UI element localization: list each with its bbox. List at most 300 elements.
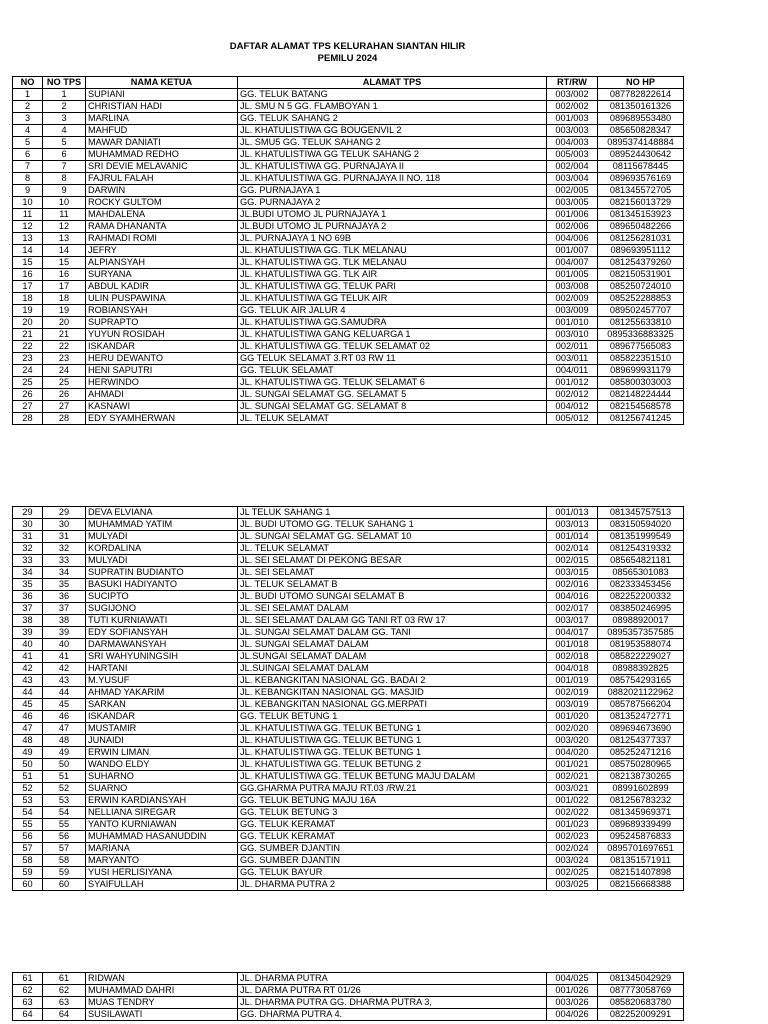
cell-alamat-tps: JL. KHATULISTIWA GG. TLK MELANAU xyxy=(238,245,547,257)
cell-rt-rw: 003/025 xyxy=(547,879,598,891)
cell-no: 20 xyxy=(13,317,43,329)
table-row xyxy=(13,89,684,101)
cell-nama-ketua: ULIN PUSPAWINA xyxy=(86,293,238,305)
cell-nama-ketua: EDY SOFIANSYAH xyxy=(86,627,238,639)
cell-no: 59 xyxy=(13,867,43,879)
cell-rt-rw: 001/021 xyxy=(547,759,598,771)
cell-alamat-tps: JL. DHARMA PUTRA xyxy=(238,973,547,985)
cell-no-tps: 25 xyxy=(43,377,86,389)
cell-no-tps: 43 xyxy=(43,675,86,687)
cell-alamat-tps: GG. TELUK BAYUR xyxy=(238,867,547,879)
cell-no-tps: 9 xyxy=(43,185,86,197)
table-row xyxy=(13,675,684,687)
cell-no-hp: 085822351510 xyxy=(598,353,684,365)
cell-alamat-tps: JL. SEI SELAMAT DALAM xyxy=(238,603,547,615)
table-row xyxy=(13,555,684,567)
cell-rt-rw: 004/025 xyxy=(547,973,598,985)
table-row xyxy=(13,759,684,771)
document-title: DAFTAR ALAMAT TPS KELURAHAN SIANTAN HILIR xyxy=(229,41,466,52)
cell-no: 49 xyxy=(13,747,43,759)
cell-no-hp: 089699931179 xyxy=(598,365,684,377)
cell-nama-ketua: SUPRAPTO xyxy=(86,317,238,329)
cell-alamat-tps: GG. SUMBER DJANTIN xyxy=(238,855,547,867)
cell-no-hp: 082148224444 xyxy=(598,389,684,401)
cell-rt-rw: 003/019 xyxy=(547,699,598,711)
cell-no-hp: 0895374148884 xyxy=(598,137,684,149)
cell-no-tps: 47 xyxy=(43,723,86,735)
cell-no-tps: 41 xyxy=(43,651,86,663)
cell-no-hp: 081345572705 xyxy=(598,185,684,197)
cell-nama-ketua: SUGIJONO xyxy=(86,603,238,615)
cell-alamat-tps: JL. KEBANGKITAN NASIONAL GG.MERPATI xyxy=(238,699,547,711)
cell-alamat-tps: GG. TELUK BATANG xyxy=(238,89,547,101)
table-row xyxy=(13,687,684,699)
cell-nama-ketua: YUYUN ROSIDAH xyxy=(86,329,238,341)
cell-alamat-tps: JL. KHATULISTIWA GG BOUGENVIL 2 xyxy=(238,125,547,137)
table-row xyxy=(13,627,684,639)
cell-no-tps: 34 xyxy=(43,567,86,579)
cell-no-hp: 089650482266 xyxy=(598,221,684,233)
cell-rt-rw: 003/026 xyxy=(547,997,598,1009)
cell-no-hp: 089689339499 xyxy=(598,819,684,831)
table-row xyxy=(13,711,684,723)
cell-no-hp: 089689553480 xyxy=(598,113,684,125)
cell-rt-rw: 004/003 xyxy=(547,137,598,149)
cell-rt-rw: 002/016 xyxy=(547,579,598,591)
table-row xyxy=(13,973,684,985)
cell-nama-ketua: ALPIANSYAH xyxy=(86,257,238,269)
cell-no: 7 xyxy=(13,161,43,173)
cell-no: 21 xyxy=(13,329,43,341)
cell-no: 23 xyxy=(13,353,43,365)
cell-no-hp: 085822229027 xyxy=(598,651,684,663)
cell-no-tps: 5 xyxy=(43,137,86,149)
cell-alamat-tps: JL.BUDI UTOMO JL PURNAJAYA 2 xyxy=(238,221,547,233)
cell-alamat-tps: GG. SUMBER DJANTIN xyxy=(238,843,547,855)
table-row xyxy=(13,855,684,867)
cell-no-tps: 51 xyxy=(43,771,86,783)
cell-rt-rw: 001/023 xyxy=(547,819,598,831)
cell-nama-ketua: MULYADI xyxy=(86,531,238,543)
cell-no: 61 xyxy=(13,973,43,985)
cell-no: 35 xyxy=(13,579,43,591)
cell-rt-rw: 001/013 xyxy=(547,507,598,519)
cell-rt-rw: 004/026 xyxy=(547,1009,598,1021)
table-row xyxy=(13,341,684,353)
cell-no: 54 xyxy=(13,807,43,819)
cell-rt-rw: 003/024 xyxy=(547,855,598,867)
cell-nama-ketua: DEVA ELVIANA xyxy=(86,507,238,519)
cell-no-tps: 62 xyxy=(43,985,86,997)
table-row xyxy=(13,149,684,161)
cell-no-hp: 081351999549 xyxy=(598,531,684,543)
cell-no-hp: 082138730265 xyxy=(598,771,684,783)
cell-no: 48 xyxy=(13,735,43,747)
cell-no: 6 xyxy=(13,149,43,161)
cell-alamat-tps: GG. TELUK KERAMAT xyxy=(238,831,547,843)
cell-alamat-tps: JL. SMU N 5 GG. FLAMBOYAN 1 xyxy=(238,101,547,113)
cell-no: 30 xyxy=(13,519,43,531)
cell-no-hp: 081256783232 xyxy=(598,795,684,807)
table-row xyxy=(13,221,684,233)
cell-nama-ketua: ROCKY GULTOM xyxy=(86,197,238,209)
table-row xyxy=(13,795,684,807)
cell-no-hp: 081345042929 xyxy=(598,973,684,985)
cell-no: 43 xyxy=(13,675,43,687)
cell-rt-rw: 003/003 xyxy=(547,125,598,137)
table-row xyxy=(13,603,684,615)
cell-rt-rw: 003/009 xyxy=(547,305,598,317)
cell-alamat-tps: JL. TELUK SELAMAT xyxy=(238,543,547,555)
cell-rt-rw: 001/003 xyxy=(547,113,598,125)
cell-alamat-tps: JL. TELUK SELAMAT xyxy=(238,413,547,425)
cell-no-tps: 26 xyxy=(43,389,86,401)
cell-nama-ketua: YUSI HERLISIYANA xyxy=(86,867,238,879)
tps-table-block-1 xyxy=(12,76,684,425)
cell-alamat-tps: JL. KHATULISTIWA GG. TELUK PARI xyxy=(238,281,547,293)
cell-alamat-tps: JL. KHATULISTIWA GG. PURNAJAYA II xyxy=(238,161,547,173)
cell-nama-ketua: RAMA DHANANTA xyxy=(86,221,238,233)
cell-no-tps: 32 xyxy=(43,543,86,555)
cell-alamat-tps: GG. TELUK KERAMAT xyxy=(238,819,547,831)
cell-alamat-tps: JL. SUNGAI SELAMAT DALAM GG. TANI xyxy=(238,627,547,639)
cell-nama-ketua: FAJRUL FALAH xyxy=(86,173,238,185)
table-row xyxy=(13,137,684,149)
cell-no: 25 xyxy=(13,377,43,389)
cell-nama-ketua: MULYADI xyxy=(86,555,238,567)
cell-rt-rw: 004/007 xyxy=(547,257,598,269)
cell-no-tps: 16 xyxy=(43,269,86,281)
cell-no-hp: 087782822614 xyxy=(598,89,684,101)
cell-no: 47 xyxy=(13,723,43,735)
tps-table-block-2 xyxy=(12,506,684,891)
table-row xyxy=(13,293,684,305)
table-row xyxy=(13,209,684,221)
cell-nama-ketua: M.YUSUF xyxy=(86,675,238,687)
cell-no: 14 xyxy=(13,245,43,257)
cell-no-tps: 45 xyxy=(43,699,86,711)
cell-no-hp: 085250724010 xyxy=(598,281,684,293)
cell-no: 62 xyxy=(13,985,43,997)
cell-alamat-tps: GG. PURNAJAYA 2 xyxy=(238,197,547,209)
cell-no-tps: 57 xyxy=(43,843,86,855)
cell-nama-ketua: MAHFUD xyxy=(86,125,238,137)
cell-nama-ketua: SUARNO xyxy=(86,783,238,795)
cell-no-tps: 49 xyxy=(43,747,86,759)
cell-rt-rw: 002/017 xyxy=(547,603,598,615)
cell-alamat-tps: JL. KHATULISTIWA GG TELUK SAHANG 2 xyxy=(238,149,547,161)
cell-alamat-tps: GG.GHARMA PUTRA MAJU RT.03 /RW.21 xyxy=(238,783,547,795)
cell-alamat-tps: JL. TELUK SELAMAT B xyxy=(238,579,547,591)
cell-rt-rw: 002/022 xyxy=(547,807,598,819)
cell-alamat-tps: JL TELUK SAHANG 1 xyxy=(238,507,547,519)
header-no-tps: NO TPS xyxy=(43,77,86,89)
cell-nama-ketua: SUHARNO xyxy=(86,771,238,783)
table-row xyxy=(13,985,684,997)
cell-no-hp: 085820683780 xyxy=(598,997,684,1009)
table-row xyxy=(13,353,684,365)
cell-no-hp: 089693951112 xyxy=(598,245,684,257)
cell-no-tps: 56 xyxy=(43,831,86,843)
header-rt-rw: RT/RW xyxy=(547,77,598,89)
cell-no-tps: 6 xyxy=(43,149,86,161)
cell-no-tps: 59 xyxy=(43,867,86,879)
cell-no: 57 xyxy=(13,843,43,855)
cell-rt-rw: 002/012 xyxy=(547,389,598,401)
cell-alamat-tps: JL. KHATULISTIWA GG. TLK AIR xyxy=(238,269,547,281)
cell-nama-ketua: RIDWAN xyxy=(86,973,238,985)
cell-rt-rw: 002/002 xyxy=(547,101,598,113)
cell-no-tps: 13 xyxy=(43,233,86,245)
cell-no-hp: 081256741245 xyxy=(598,413,684,425)
cell-nama-ketua: NELLIANA SIREGAR xyxy=(86,807,238,819)
cell-no-tps: 38 xyxy=(43,615,86,627)
cell-no: 8 xyxy=(13,173,43,185)
table-row xyxy=(13,663,684,675)
cell-no-tps: 55 xyxy=(43,819,86,831)
cell-rt-rw: 002/004 xyxy=(547,161,598,173)
cell-no-tps: 28 xyxy=(43,413,86,425)
table-row xyxy=(13,197,684,209)
cell-alamat-tps: JL. SUNGAI SELAMAT DALAM xyxy=(238,639,547,651)
table-row xyxy=(13,1009,684,1021)
cell-no-tps: 1 xyxy=(43,89,86,101)
cell-no: 42 xyxy=(13,663,43,675)
cell-alamat-tps: JL. KHATULISTIWA GG. TELUK SELAMAT 02 xyxy=(238,341,547,353)
cell-no-hp: 085750280965 xyxy=(598,759,684,771)
header-alamat-tps: ALAMAT TPS xyxy=(238,77,547,89)
cell-no-hp: 082154568578 xyxy=(598,401,684,413)
table-row xyxy=(13,783,684,795)
cell-no: 51 xyxy=(13,771,43,783)
cell-no-hp: 081254319332 xyxy=(598,543,684,555)
cell-no-hp: 083150594020 xyxy=(598,519,684,531)
cell-nama-ketua: MARYANTO xyxy=(86,855,238,867)
table-row xyxy=(13,113,684,125)
cell-no-hp: 08988392825 xyxy=(598,663,684,675)
cell-no-hp: 08115678445 xyxy=(598,161,684,173)
cell-rt-rw: 001/006 xyxy=(547,209,598,221)
cell-no: 37 xyxy=(13,603,43,615)
cell-rt-rw: 002/009 xyxy=(547,293,598,305)
cell-rt-rw: 002/014 xyxy=(547,543,598,555)
cell-no: 56 xyxy=(13,831,43,843)
cell-nama-ketua: ERWIN KARDIANSYAH xyxy=(86,795,238,807)
cell-rt-rw: 002/023 xyxy=(547,831,598,843)
cell-rt-rw: 003/015 xyxy=(547,567,598,579)
cell-no: 19 xyxy=(13,305,43,317)
cell-alamat-tps: GG. TELUK SELAMAT xyxy=(238,365,547,377)
cell-nama-ketua: BASUKI HADIYANTO xyxy=(86,579,238,591)
cell-no-hp: 081345969371 xyxy=(598,807,684,819)
cell-no-hp: 082156668388 xyxy=(598,879,684,891)
cell-nama-ketua: ISKANDAR xyxy=(86,711,238,723)
cell-no-hp: 089693576169 xyxy=(598,173,684,185)
table-row xyxy=(13,771,684,783)
cell-nama-ketua: HENI SAPUTRI xyxy=(86,365,238,377)
table-row xyxy=(13,257,684,269)
cell-nama-ketua: HARTANI xyxy=(86,663,238,675)
cell-no-hp: 081351571911 xyxy=(598,855,684,867)
cell-nama-ketua: TUTI KURNIAWATI xyxy=(86,615,238,627)
cell-no-hp: 081255633810 xyxy=(598,317,684,329)
cell-rt-rw: 002/020 xyxy=(547,723,598,735)
cell-alamat-tps: JL. SEI SELAMAT DALAM GG TANI RT 03 RW 17 xyxy=(238,615,547,627)
cell-nama-ketua: HERWINDO xyxy=(86,377,238,389)
cell-nama-ketua: JUNAIDI xyxy=(86,735,238,747)
cell-no: 58 xyxy=(13,855,43,867)
cell-nama-ketua: MUHAMMAD HASANUDDIN xyxy=(86,831,238,843)
table-row xyxy=(13,317,684,329)
cell-nama-ketua: RAHMADI ROMI xyxy=(86,233,238,245)
cell-nama-ketua: MUHAMMAD DAHRI xyxy=(86,985,238,997)
cell-nama-ketua: SURYANA xyxy=(86,269,238,281)
cell-no-tps: 60 xyxy=(43,879,86,891)
cell-nama-ketua: SUSILAWATI xyxy=(86,1009,238,1021)
cell-rt-rw: 004/017 xyxy=(547,627,598,639)
table-row xyxy=(13,377,684,389)
cell-rt-rw: 003/013 xyxy=(547,519,598,531)
cell-nama-ketua: AHMADI xyxy=(86,389,238,401)
cell-rt-rw: 002/005 xyxy=(547,185,598,197)
cell-no-hp: 095245876833 xyxy=(598,831,684,843)
cell-no-tps: 21 xyxy=(43,329,86,341)
cell-alamat-tps: JL.SUNGAI SELAMAT DALAM xyxy=(238,651,547,663)
table-row xyxy=(13,281,684,293)
cell-alamat-tps: JL. SUNGAI SELAMAT GG. SELAMAT 5 xyxy=(238,389,547,401)
cell-no-tps: 39 xyxy=(43,627,86,639)
cell-nama-ketua: DARWIN xyxy=(86,185,238,197)
cell-no-tps: 61 xyxy=(43,973,86,985)
cell-nama-ketua: AHMAD YAKARIM xyxy=(86,687,238,699)
cell-no: 46 xyxy=(13,711,43,723)
cell-alamat-tps: JL. KHATULISTIWA GG. TELUK BETUNG 1 xyxy=(238,723,547,735)
table-row xyxy=(13,843,684,855)
cell-rt-rw: 001/014 xyxy=(547,531,598,543)
cell-nama-ketua: ROBIANSYAH xyxy=(86,305,238,317)
cell-nama-ketua: MUHAMMAD REDHO xyxy=(86,149,238,161)
cell-alamat-tps: JL. DHARMA PUTRA GG. DHARMA PUTRA 3, xyxy=(238,997,547,1009)
table-row xyxy=(13,723,684,735)
table-row xyxy=(13,401,684,413)
table-row xyxy=(13,997,684,1009)
cell-rt-rw: 001/026 xyxy=(547,985,598,997)
cell-no-hp: 082333453456 xyxy=(598,579,684,591)
cell-no: 28 xyxy=(13,413,43,425)
cell-nama-ketua: CHRISTIAN HADI xyxy=(86,101,238,113)
cell-alamat-tps: JL. SUNGAI SELAMAT GG. SELAMAT 8 xyxy=(238,401,547,413)
cell-rt-rw: 005/012 xyxy=(547,413,598,425)
cell-no: 15 xyxy=(13,257,43,269)
cell-no-hp: 082252009291 xyxy=(598,1009,684,1021)
cell-no-hp: 089677565083 xyxy=(598,341,684,353)
cell-no: 64 xyxy=(13,1009,43,1021)
cell-nama-ketua: MUAS TENDRY xyxy=(86,997,238,1009)
cell-no-hp: 081345757513 xyxy=(598,507,684,519)
cell-no-tps: 12 xyxy=(43,221,86,233)
cell-no-tps: 7 xyxy=(43,161,86,173)
cell-no: 63 xyxy=(13,997,43,1009)
cell-rt-rw: 005/003 xyxy=(547,149,598,161)
cell-nama-ketua: WANDO ELDY xyxy=(86,759,238,771)
cell-rt-rw: 002/006 xyxy=(547,221,598,233)
cell-no: 44 xyxy=(13,687,43,699)
cell-no-hp: 081345153923 xyxy=(598,209,684,221)
cell-no: 13 xyxy=(13,233,43,245)
cell-no-tps: 35 xyxy=(43,579,86,591)
header-no: NO xyxy=(13,77,43,89)
cell-no-tps: 63 xyxy=(43,997,86,1009)
cell-no-hp: 081953588074 xyxy=(598,639,684,651)
cell-no: 4 xyxy=(13,125,43,137)
cell-nama-ketua: SRI WAHYUNINGSIH xyxy=(86,651,238,663)
table-row xyxy=(13,699,684,711)
cell-rt-rw: 003/004 xyxy=(547,173,598,185)
table-row xyxy=(13,365,684,377)
cell-no-hp: 0882021122962 xyxy=(598,687,684,699)
cell-alamat-tps: JL. BUDI UTOMO GG. TELUK SAHANG 1 xyxy=(238,519,547,531)
cell-alamat-tps: JL. KHATULISTIWA GG. TELUK SELAMAT 6 xyxy=(238,377,547,389)
cell-no-tps: 36 xyxy=(43,591,86,603)
cell-no-tps: 40 xyxy=(43,639,86,651)
cell-nama-ketua: SUCIPTO xyxy=(86,591,238,603)
cell-no: 40 xyxy=(13,639,43,651)
cell-no: 45 xyxy=(13,699,43,711)
cell-no-hp: 085252471216 xyxy=(598,747,684,759)
cell-no: 53 xyxy=(13,795,43,807)
cell-nama-ketua: MAHDALENA xyxy=(86,209,238,221)
cell-nama-ketua: MAWAR DANIATI xyxy=(86,137,238,149)
cell-no-tps: 37 xyxy=(43,603,86,615)
cell-no: 41 xyxy=(13,651,43,663)
cell-no: 10 xyxy=(13,197,43,209)
cell-rt-rw: 004/011 xyxy=(547,365,598,377)
table-header-row xyxy=(13,77,684,89)
table-row xyxy=(13,867,684,879)
cell-nama-ketua: ISKANDAR xyxy=(86,341,238,353)
table-row xyxy=(13,615,684,627)
cell-no-hp: 08991602899 xyxy=(598,783,684,795)
cell-rt-rw: 001/019 xyxy=(547,675,598,687)
cell-nama-ketua: SARKAN xyxy=(86,699,238,711)
cell-nama-ketua: SUPIANI xyxy=(86,89,238,101)
cell-no-tps: 20 xyxy=(43,317,86,329)
cell-no-hp: 08988920017 xyxy=(598,615,684,627)
tps-table-block-3 xyxy=(12,972,684,1021)
table-row xyxy=(13,651,684,663)
cell-no: 34 xyxy=(13,567,43,579)
table-row xyxy=(13,579,684,591)
table-row xyxy=(13,185,684,197)
cell-alamat-tps: JL. KHATULISTIWA GG. PURNAJAYA II NO. 118 xyxy=(238,173,547,185)
cell-nama-ketua: MUSTAMIR xyxy=(86,723,238,735)
cell-no-tps: 8 xyxy=(43,173,86,185)
cell-no-tps: 42 xyxy=(43,663,86,675)
cell-rt-rw: 003/017 xyxy=(547,615,598,627)
cell-no-tps: 29 xyxy=(43,507,86,519)
cell-no-tps: 44 xyxy=(43,687,86,699)
cell-no-hp: 085252288853 xyxy=(598,293,684,305)
cell-rt-rw: 003/010 xyxy=(547,329,598,341)
cell-rt-rw: 001/005 xyxy=(547,269,598,281)
cell-nama-ketua: SUPRATIN BUDIANTO xyxy=(86,567,238,579)
cell-rt-rw: 002/011 xyxy=(547,341,598,353)
cell-no-hp: 082150531901 xyxy=(598,269,684,281)
cell-no-tps: 3 xyxy=(43,113,86,125)
cell-alamat-tps: JL. BUDI UTOMO SUNGAI SELAMAT B xyxy=(238,591,547,603)
table-row xyxy=(13,879,684,891)
cell-rt-rw: 004/016 xyxy=(547,591,598,603)
